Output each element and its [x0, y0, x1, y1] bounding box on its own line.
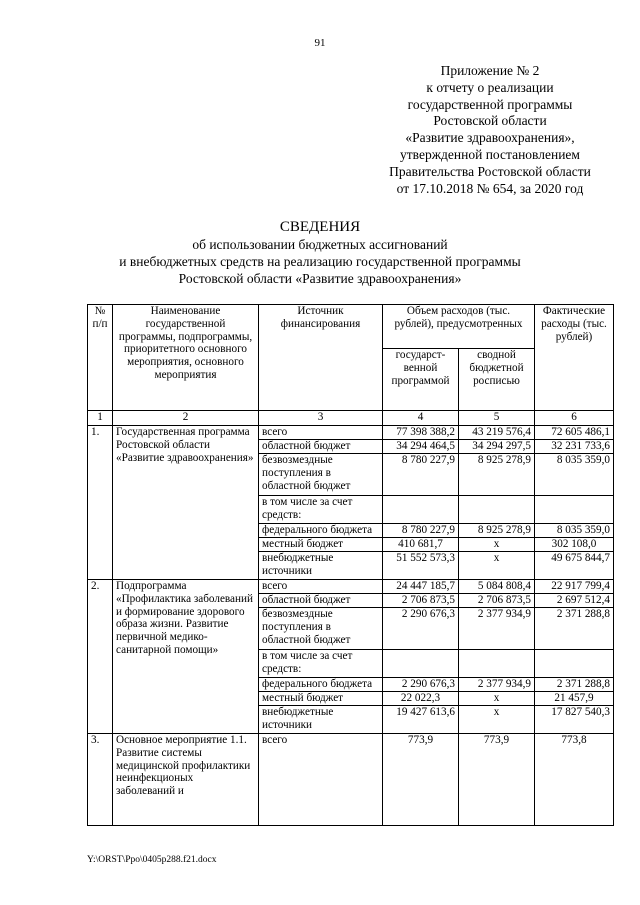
activity-name: Основное мероприятие 1.1. Развитие системы медицинской профилактики неинфекционых заболеваний и — [113, 734, 259, 826]
value-actual: 21 457,9 — [535, 692, 614, 706]
column-number: 6 — [535, 411, 614, 426]
appendix-line: государственной программы — [407, 96, 573, 112]
funding-source: всего — [259, 734, 383, 826]
funding-source: всего — [259, 426, 383, 440]
value-actual: 773,8 — [535, 734, 614, 826]
column-number: 4 — [383, 411, 459, 426]
value-actual: 72 605 486,1 — [535, 426, 614, 440]
appendix-line: Приложение № 2 — [440, 63, 540, 78]
funding-source: внебюджетные источники — [259, 706, 383, 734]
funding-source: федерального бюджета — [259, 678, 383, 692]
document-title-block — [60, 218, 580, 287]
document-subtitle-line: Ростовской области «Развитие здравоохранения» — [178, 270, 462, 286]
value-state-program: 8 780 227,9 — [383, 454, 459, 496]
value-budget-list: 773,9 — [459, 734, 535, 826]
value-state-program: 34 294 464,5 — [383, 440, 459, 454]
funding-source: внебюджетные источники — [259, 552, 383, 580]
value-budget-list: 8 925 278,9 — [459, 524, 535, 538]
value-budget-list: х — [459, 538, 535, 552]
value-state-program: 2 290 676,3 — [383, 608, 459, 650]
value-state-program: 8 780 227,9 — [383, 524, 459, 538]
value-actual: 2 697 512,4 — [535, 594, 614, 608]
appendix-line: утвержденной постановлением — [400, 146, 580, 162]
value-state-program — [383, 496, 459, 524]
value-actual: 2 371 288,8 — [535, 608, 614, 650]
row-number: 2. — [88, 580, 113, 734]
column-number: 2 — [113, 411, 259, 426]
funding-source: местный бюджет — [259, 538, 383, 552]
header-budget-list: сводной бюджетной росписью — [459, 349, 535, 411]
appendix-line: к отчету о реализации — [426, 79, 554, 95]
header-planned: Объем расходов (тыс. рублей), предусмотренных — [383, 305, 535, 349]
value-actual — [535, 496, 614, 524]
document-subtitle-line: и внебюджетных средств на реализацию государственной программы — [119, 253, 521, 269]
value-state-program: 19 427 613,6 — [383, 706, 459, 734]
funding-source: безвозмездные поступления в областной бюджет — [259, 608, 383, 650]
document-title: СВЕДЕНИЯ — [279, 219, 361, 235]
value-state-program: 410 681,7 — [383, 538, 459, 552]
value-actual: 8 035 359,0 — [535, 454, 614, 496]
value-budget-list: 2 706 873,5 — [459, 594, 535, 608]
funding-source: безвозмездные поступления в областной бюджет — [259, 454, 383, 496]
value-state-program — [383, 650, 459, 678]
value-actual: 302 108,0 — [535, 538, 614, 552]
header-actual: Фактические расходы (тыс. рублей) — [535, 305, 614, 411]
funding-source: областной бюджет — [259, 440, 383, 454]
value-actual: 8 035 359,0 — [535, 524, 614, 538]
header-state-program: государст-венной программой — [383, 349, 459, 411]
value-budget-list: 8 925 278,9 — [459, 454, 535, 496]
column-number: 5 — [459, 411, 535, 426]
file-path-footer: Y:\ORST\Ppo\0405p288.f21.docx — [87, 855, 217, 865]
value-actual: 2 371 288,8 — [535, 678, 614, 692]
header-num: № п/п — [88, 305, 113, 411]
funding-source: всего — [259, 580, 383, 594]
value-state-program: 2 706 873,5 — [383, 594, 459, 608]
value-state-program: 2 290 676,3 — [383, 678, 459, 692]
value-actual — [535, 650, 614, 678]
funding-source: федерального бюджета — [259, 524, 383, 538]
value-actual: 32 231 733,6 — [535, 440, 614, 454]
document-subtitle-line: об использовании бюджетных ассигнований — [192, 237, 448, 252]
appendix-line: Ростовской области — [433, 113, 547, 129]
appendix-block — [355, 63, 625, 197]
page-number: 91 — [314, 37, 326, 49]
value-budget-list — [459, 496, 535, 524]
funding-source: местный бюджет — [259, 692, 383, 706]
value-state-program: 22 022,3 — [383, 692, 459, 706]
program-name: Государственная программа Ростовской области «Развитие здравоохранения» — [113, 426, 259, 580]
value-budget-list — [459, 650, 535, 678]
value-budget-list: 2 377 934,9 — [459, 608, 535, 650]
expenditure-table — [87, 304, 614, 826]
value-actual: 17 827 540,3 — [535, 706, 614, 734]
column-number: 1 — [88, 411, 113, 426]
value-state-program: 24 447 185,7 — [383, 580, 459, 594]
row-number: 3. — [88, 734, 113, 826]
value-actual: 49 675 844,7 — [535, 552, 614, 580]
funding-source: областной бюджет — [259, 594, 383, 608]
value-state-program: 51 552 573,3 — [383, 552, 459, 580]
appendix-line: Правительства Ростовской области — [389, 163, 591, 179]
row-number: 1. — [88, 426, 113, 580]
value-state-program: 77 398 388,2 — [383, 426, 459, 440]
value-budget-list: 5 084 808,4 — [459, 580, 535, 594]
value-budget-list: х — [459, 552, 535, 580]
value-budget-list: 43 219 576,4 — [459, 426, 535, 440]
header-name: Наименование государственной программы, подпрограммы, приоритетного основного мероприятия, основного мероприятия — [113, 305, 259, 411]
value-budget-list: 2 377 934,9 — [459, 678, 535, 692]
value-budget-list: 34 294 297,5 — [459, 440, 535, 454]
appendix-line: «Развитие здравоохранения», — [405, 130, 575, 146]
value-budget-list: х — [459, 706, 535, 734]
value-state-program: 773,9 — [383, 734, 459, 826]
subprogram-name: Подпрограмма «Профилактика заболеваний и формирование здорового образа жизни. Развитие первичной медико-санитарной помощи» — [113, 580, 259, 734]
appendix-line: от 17.10.2018 № 654, за 2020 год — [396, 180, 584, 196]
value-actual: 22 917 799,4 — [535, 580, 614, 594]
value-budget-list: х — [459, 692, 535, 706]
funding-source: в том числе за счет средств: — [259, 496, 383, 524]
column-number: 3 — [259, 411, 383, 426]
header-source: Источник финансирования — [259, 305, 383, 411]
funding-source: в том числе за счет средств: — [259, 650, 383, 678]
